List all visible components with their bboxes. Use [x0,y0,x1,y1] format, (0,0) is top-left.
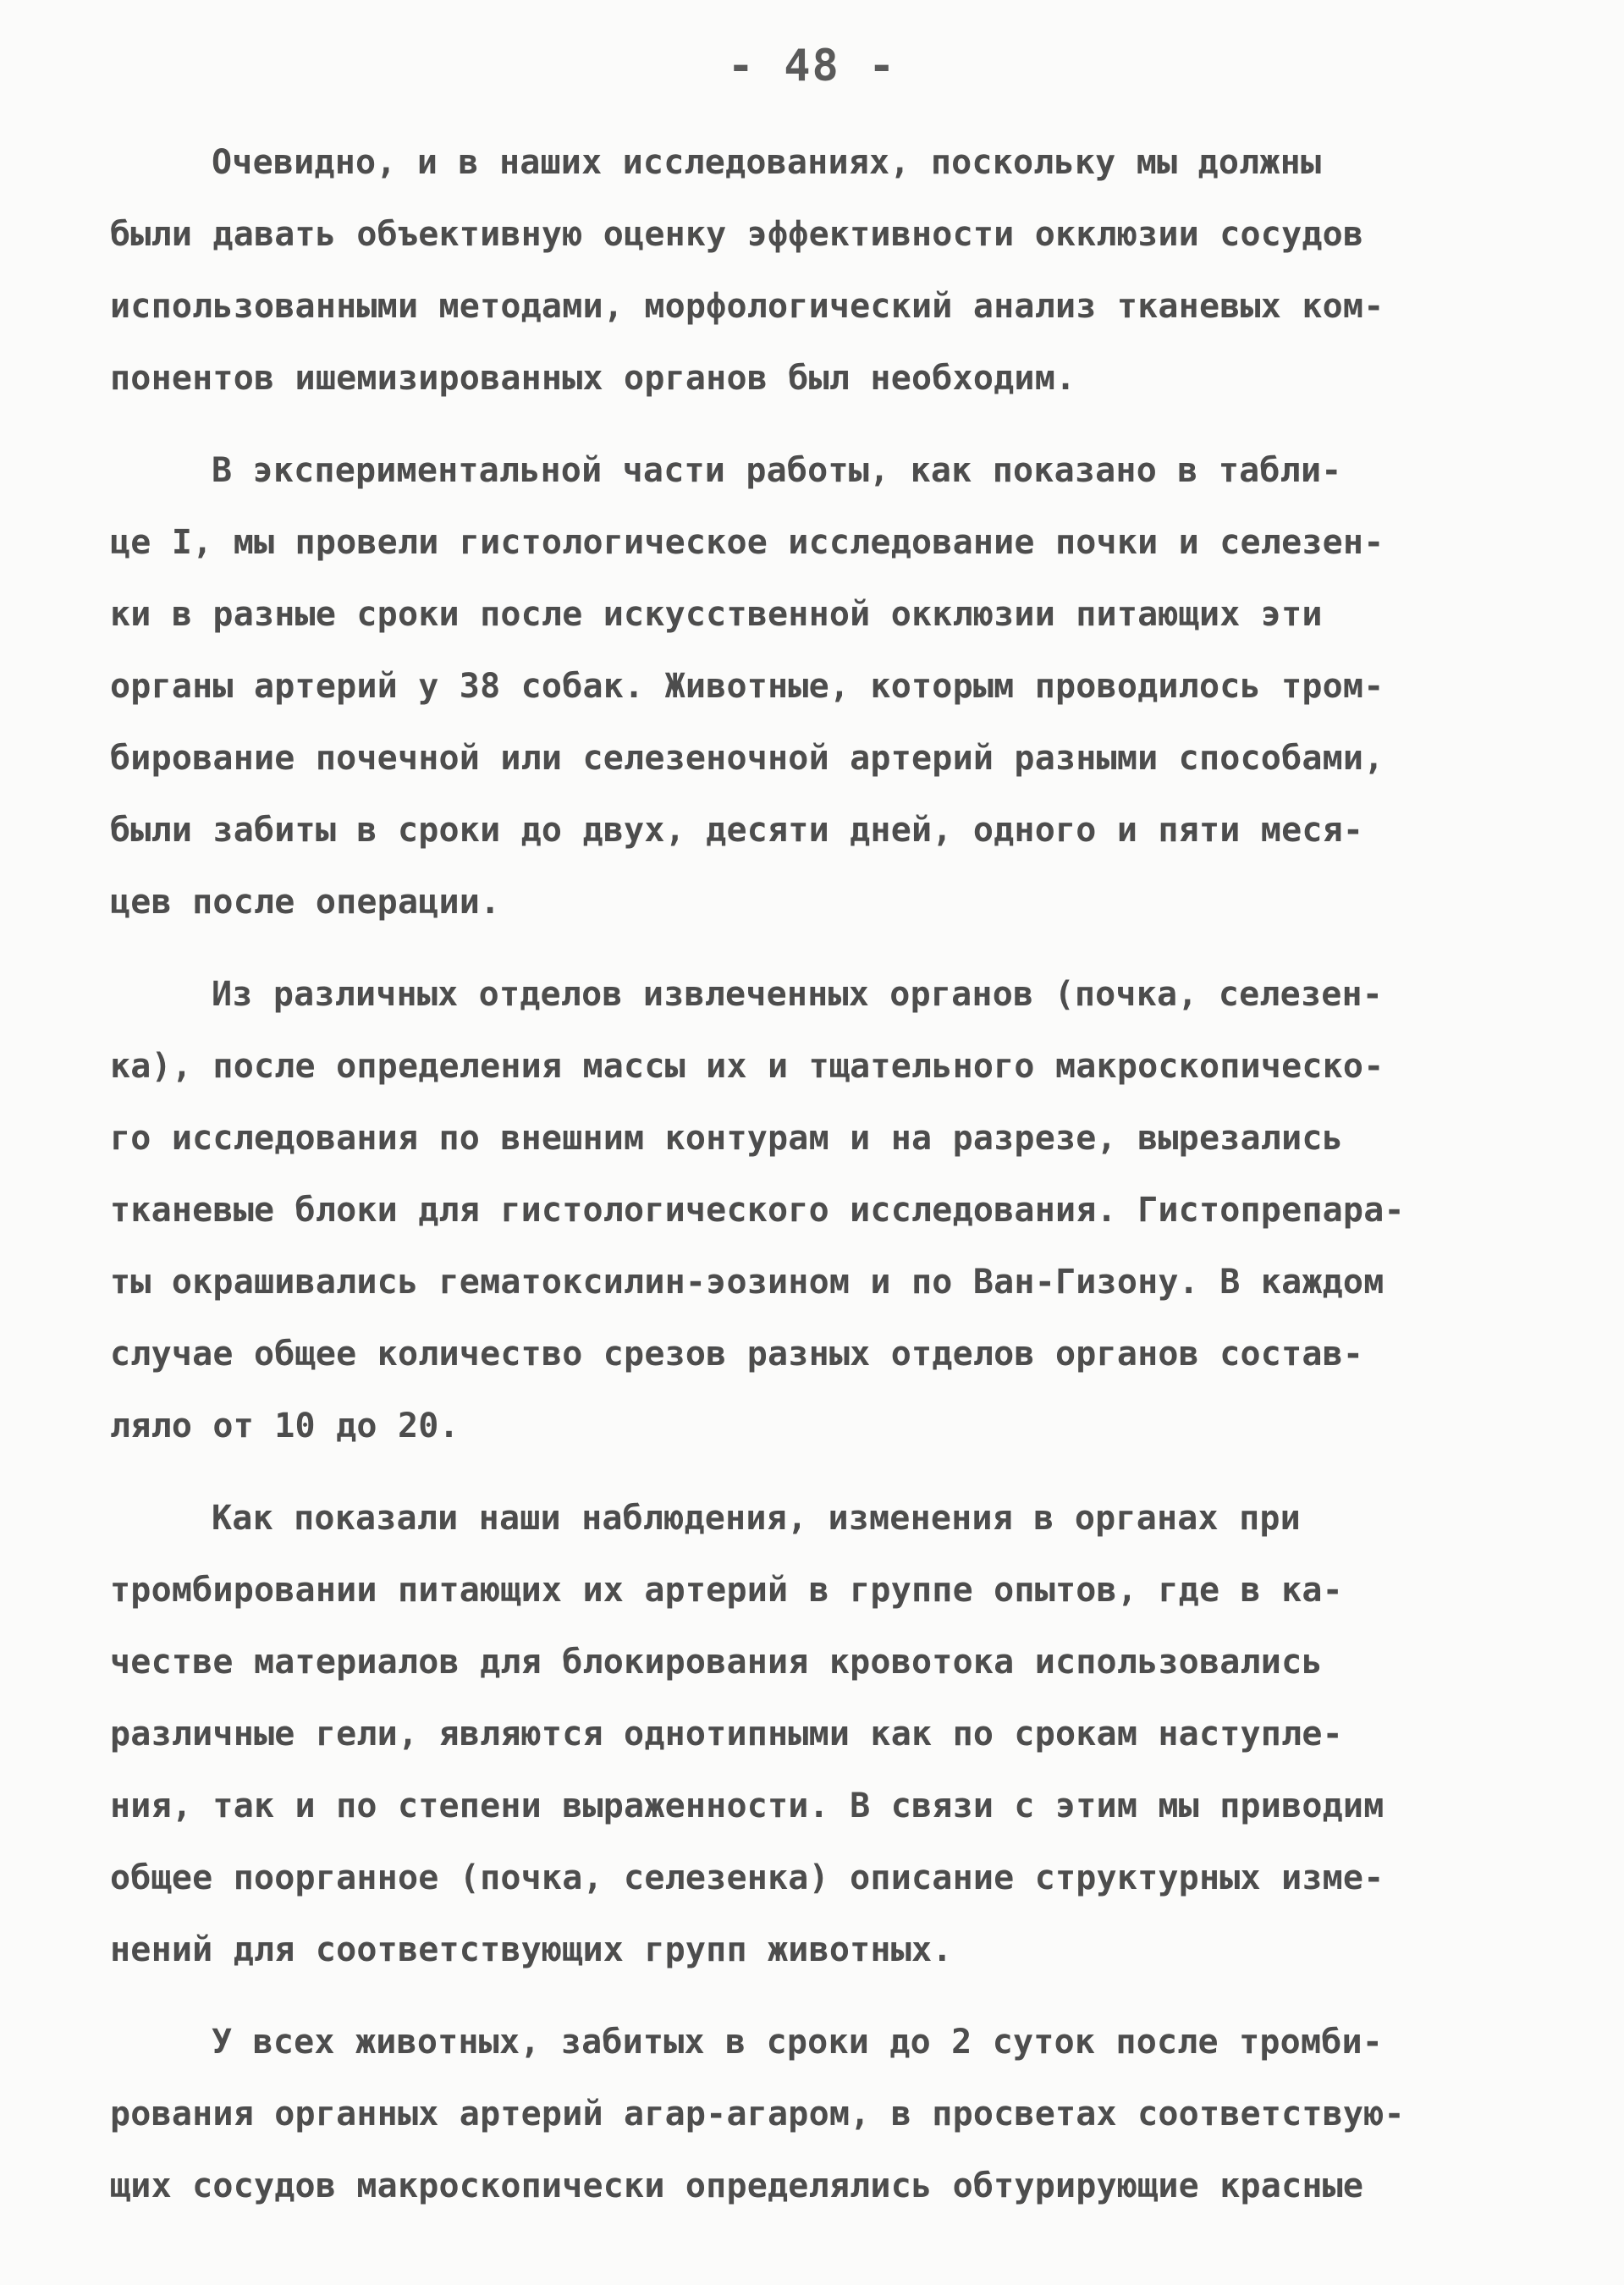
text-line: понентов ишемизированных органов был необходим. [110,359,1076,398]
page-number: - 48 - [727,41,897,91]
text-line: общее поорганное (почка, селезенка) описание структурных изме- [110,1858,1385,1897]
text-line: были давать объективную оценку эффективности окклюзии сосудов [110,215,1364,254]
text-line: го исследования по внешним контурам и на разрезе, вырезались [110,1119,1343,1158]
text-line: случае общее количество срезов разных отделов органов состав- [110,1335,1364,1374]
text-line: цев после операции. [110,883,501,922]
text-line: использованными методами, морфологический анализ тканевых ком- [110,287,1385,326]
text-line: ки в разные сроки после искусственной окклюзии питающих эти [110,595,1323,634]
paragraph [110,2007,1515,2222]
text-line: ляло от 10 до 20. [110,1407,460,1445]
paragraph [110,959,1515,1462]
text-line: В экспериментальной части работы, как показано в табли- [212,451,1342,490]
text-line: ты окрашивались гематоксилин-эозином и по Ван-Гизону. В каждом [110,1263,1385,1302]
text-line: бирование почечной или селезеночной артерий разными способами, [110,739,1385,778]
text-line: различные гели, являются однотипными как по срокам наступле- [110,1715,1343,1754]
text-line: У всех животных, забитых в сроки до 2 суток после тромби- [212,2023,1384,2062]
text-line: Как показали наши наблюдения, изменения в органах при [212,1499,1301,1538]
text-line: тканевые блоки для гистологического исследования. Гистопрепара- [110,1191,1405,1230]
text-line: нений для соответствующих групп животных. [110,1930,953,1969]
text-line: Из различных отделов извлеченных органов (почка, селезен- [212,975,1384,1014]
text-line: честве материалов для блокирования кровотока использовались [110,1643,1323,1682]
text-line: ка), после определения массы их и тщательного макроскопическо- [110,1047,1385,1086]
paragraph [110,1483,1515,1986]
text-line: были забиты в сроки до двух, десяти дней, одного и пяти меся- [110,811,1364,850]
paragraph [110,435,1515,939]
text-line: Очевидно, и в наших исследованиях, поскольку мы должны [212,143,1322,182]
text-line: це I, мы провели гистологическое исследование почки и селезен- [110,523,1385,562]
text-line: органы артерий у 38 собак. Животные, которым проводилось тром- [110,667,1385,706]
paragraph [110,127,1515,415]
text-line: ния, так и по степени выраженности. В связи с этим мы приводим [110,1787,1385,1825]
text-line: тромбировании питающих их артерий в группе опытов, где в ка- [110,1571,1343,1610]
body-text [110,127,1515,2222]
text-line: рования органных артерий агар-агаром, в просветах соответствую- [110,2095,1405,2134]
text-line: щих сосудов макроскопически определялись обтурирующие красные [110,2167,1364,2205]
